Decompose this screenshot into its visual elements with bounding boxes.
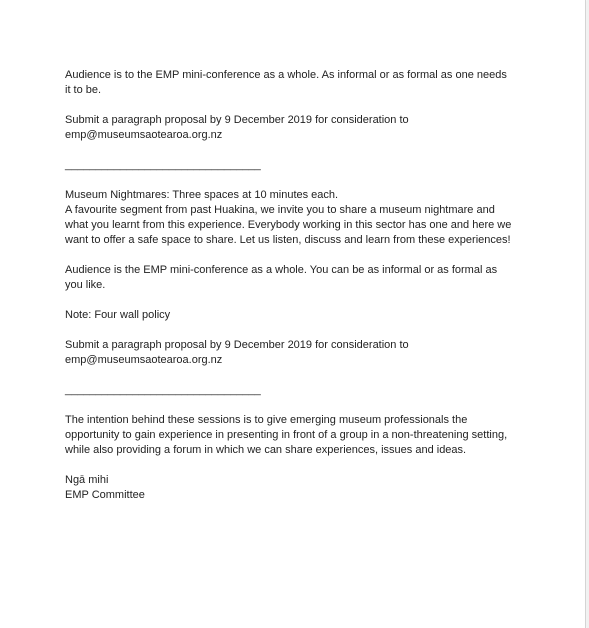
text-line: you like. bbox=[65, 279, 106, 291]
separator-line: ________________________________ bbox=[65, 159, 261, 171]
text-line: Note: Four wall policy bbox=[65, 309, 171, 321]
signoff-name: EMP Committee bbox=[65, 489, 145, 501]
email-address[interactable]: emp@museumsaotearoa.org.nz bbox=[65, 354, 223, 366]
signoff-greeting: Ngā mihi bbox=[65, 474, 109, 486]
note-paragraph bbox=[65, 308, 525, 323]
submit-paragraph-2 bbox=[65, 338, 525, 368]
document-body bbox=[65, 68, 525, 518]
text-line: it to be. bbox=[65, 84, 102, 96]
text-line: opportunity to gain experience in presenting in front of a group in a non-threatening setting, bbox=[65, 429, 508, 441]
text-line: Submit a paragraph proposal by 9 December 2019 for consideration to bbox=[65, 114, 409, 126]
text-line: Museum Nightmares: Three spaces at 10 minutes each. bbox=[65, 189, 339, 201]
signoff-paragraph bbox=[65, 473, 525, 503]
text-line: Audience is the EMP mini-conference as a whole. You can be as informal or as formal as bbox=[65, 264, 498, 276]
text-line: while also providing a forum in which we can share experiences, issues and ideas. bbox=[65, 444, 467, 456]
separator-line: ________________________________ bbox=[65, 384, 261, 396]
audience-paragraph-2 bbox=[65, 263, 525, 293]
text-line: what you learnt from this experience. Everybody working in this sector has one and here we bbox=[65, 219, 512, 231]
nightmares-paragraph bbox=[65, 188, 525, 248]
audience-paragraph bbox=[65, 68, 525, 98]
section-separator-2 bbox=[65, 383, 525, 398]
text-line: The intention behind these sessions is to give emerging museum professionals the bbox=[65, 414, 468, 426]
text-line: want to offer a safe space to share. Let us listen, discuss and learn from these experiences! bbox=[65, 234, 511, 246]
text-line: Audience is to the EMP mini-conference as a whole. As informal or as formal as one needs bbox=[65, 69, 507, 81]
submit-paragraph bbox=[65, 113, 525, 143]
text-line: Submit a paragraph proposal by 9 December 2019 for consideration to bbox=[65, 339, 409, 351]
section-separator bbox=[65, 158, 525, 173]
text-line: A favourite segment from past Huakina, we invite you to share a museum nightmare and bbox=[65, 204, 495, 216]
email-address[interactable]: emp@museumsaotearoa.org.nz bbox=[65, 129, 223, 141]
intention-paragraph bbox=[65, 413, 525, 458]
